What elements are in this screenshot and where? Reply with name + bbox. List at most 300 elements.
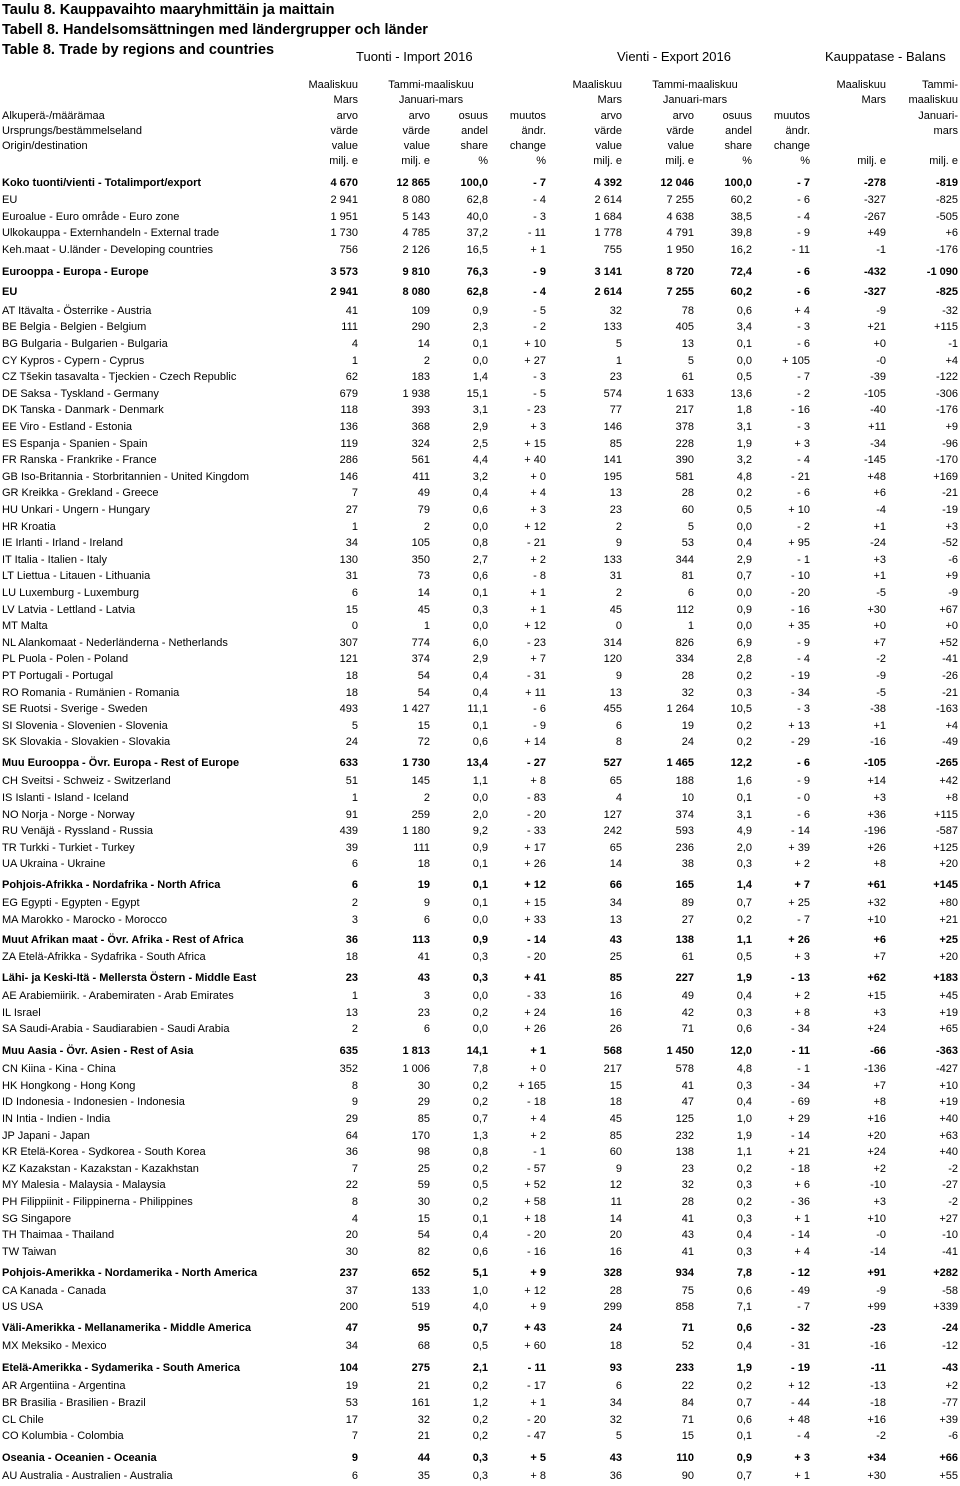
table-cell: 41 xyxy=(681,1246,694,1258)
table-cell: +3 xyxy=(873,1007,886,1019)
table-cell: + 8 xyxy=(794,1007,810,1019)
table-cell: 1 951 xyxy=(330,211,358,223)
table-row xyxy=(0,537,960,553)
table-cell: 7,1 xyxy=(736,1301,752,1313)
header-column-caption: mars xyxy=(933,125,958,137)
table-cell: 41 xyxy=(345,305,358,317)
table-cell: 2,5 xyxy=(472,438,488,450)
table-cell: 1 xyxy=(351,355,358,367)
table-cell: 5 143 xyxy=(402,211,430,223)
table-cell: 71 xyxy=(681,1414,694,1426)
table-cell: 170 xyxy=(411,1130,430,1142)
table-cell: +24 xyxy=(867,1023,886,1035)
table-cell: -1 090 xyxy=(926,266,958,278)
header-column-caption: andel xyxy=(725,125,752,137)
table-cell: 6 xyxy=(351,587,358,599)
table-cell: 0,6 xyxy=(472,570,488,582)
table-cell: +183 xyxy=(933,972,958,984)
header-column-caption: arvo xyxy=(408,110,430,122)
table-cell: 8 080 xyxy=(402,286,430,298)
row-label: SE Ruotsi - Sverige - Sweden xyxy=(2,703,148,715)
header-column-caption: change xyxy=(509,140,546,152)
table-cell: -122 xyxy=(935,371,958,383)
table-row xyxy=(0,990,960,1006)
table-cell: 1,9 xyxy=(736,972,752,984)
table-cell: 1 465 xyxy=(666,757,694,769)
table-cell: - 4 xyxy=(797,211,810,223)
table-cell: + 1 xyxy=(530,244,546,256)
table-cell: 39 xyxy=(345,842,358,854)
table-cell: 0,2 xyxy=(736,736,752,748)
table-cell: -58 xyxy=(942,1285,958,1297)
table-cell: 18 xyxy=(345,951,358,963)
row-label: DK Tanska - Danmark - Denmark xyxy=(2,404,164,416)
table-cell: + 40 xyxy=(524,454,546,466)
table-cell: - 4 xyxy=(797,1430,810,1442)
table-cell: + 15 xyxy=(524,897,546,909)
table-cell: 0,3 xyxy=(472,1470,488,1482)
table-cell: 10 xyxy=(681,792,694,804)
table-cell: 561 xyxy=(411,454,430,466)
table-cell: - 4 xyxy=(533,286,546,298)
table-cell: -825 xyxy=(935,194,958,206)
table-cell: 0,1 xyxy=(472,587,488,599)
table-cell: 112 xyxy=(676,604,694,616)
table-cell: - 9 xyxy=(797,227,810,239)
table-cell: -196 xyxy=(863,825,886,837)
header-column-caption: värde xyxy=(402,125,430,137)
table-cell: 0,4 xyxy=(472,1229,488,1241)
table-cell: 0,2 xyxy=(472,1430,488,1442)
table-cell: +19 xyxy=(939,1096,958,1108)
table-cell: + 26 xyxy=(524,1023,546,1035)
table-cell: -363 xyxy=(935,1045,958,1057)
table-cell: 13,4 xyxy=(466,757,488,769)
row-label: Väli-Amerikka - Mellanamerika - Middle America xyxy=(2,1322,252,1334)
table-cell: +42 xyxy=(939,775,958,787)
row-label: CL Chile xyxy=(2,1414,44,1426)
table-cell: 26 xyxy=(609,1023,622,1035)
table-cell: 378 xyxy=(675,421,694,433)
table-cell: - 33 xyxy=(527,825,546,837)
table-cell: +48 xyxy=(867,471,886,483)
table-cell: 328 xyxy=(603,1267,622,1279)
table-cell: - 3 xyxy=(797,421,810,433)
table-cell: 0,0 xyxy=(472,355,488,367)
table-cell: 411 xyxy=(412,471,430,483)
table-cell: 493 xyxy=(339,703,358,715)
table-cell: 72 xyxy=(417,736,430,748)
table-cell: + 105 xyxy=(782,355,810,367)
row-label: Pohjois-Amerikka - Nordamerika - North America xyxy=(2,1267,258,1279)
table-cell: 1,1 xyxy=(736,1146,752,1158)
table-cell: 0 xyxy=(351,620,358,632)
table-cell: 9,2 xyxy=(472,825,488,837)
header-unit: milj. e xyxy=(593,155,622,167)
table-cell: 2,0 xyxy=(472,809,488,821)
table-cell: +8 xyxy=(945,792,958,804)
table-cell: 0,3 xyxy=(736,1007,752,1019)
table-cell: - 3 xyxy=(797,703,810,715)
table-cell: - 6 xyxy=(797,487,810,499)
table-cell: 232 xyxy=(675,1130,694,1142)
table-row-group xyxy=(0,1362,960,1378)
table-cell: 1,1 xyxy=(472,775,488,787)
header-column-caption: share xyxy=(724,140,752,152)
header-month-label: Maaliskuu xyxy=(308,79,358,91)
table-cell: +55 xyxy=(939,1470,958,1482)
table-cell: +34 xyxy=(867,1452,886,1464)
table-cell: - 17 xyxy=(527,1380,546,1392)
row-label: BE Belgia - Belgien - Belgium xyxy=(2,321,147,333)
table-cell: 62,8 xyxy=(466,194,488,206)
table-cell: 71 xyxy=(681,1322,694,1334)
table-cell: 0,0 xyxy=(472,914,488,926)
table-cell: + 52 xyxy=(524,1179,546,1191)
table-cell: 0,1 xyxy=(736,338,752,350)
table-cell: +9 xyxy=(945,570,958,582)
table-cell: 2 614 xyxy=(594,194,622,206)
table-cell: 37 xyxy=(345,1285,358,1297)
table-cell: + 33 xyxy=(524,914,546,926)
header-column-caption: andel xyxy=(461,125,488,137)
table-row xyxy=(0,587,960,603)
table-cell: 133 xyxy=(411,1285,430,1297)
table-cell: 2 xyxy=(615,521,622,533)
table-row xyxy=(0,1130,960,1146)
table-cell: -14 xyxy=(870,1246,886,1258)
table-cell: 20 xyxy=(609,1229,622,1241)
table-cell: 40,0 xyxy=(466,211,488,223)
table-row xyxy=(0,438,960,454)
table-cell: - 9 xyxy=(797,637,810,649)
table-cell: -2 xyxy=(876,1430,886,1442)
table-cell: 6,0 xyxy=(472,637,488,649)
table-cell: 84 xyxy=(681,1397,694,1409)
table-cell: 755 xyxy=(603,244,622,256)
table-cell: 0,6 xyxy=(736,1285,752,1297)
table-cell: 7,8 xyxy=(736,1267,752,1279)
table-cell: - 23 xyxy=(527,637,546,649)
table-cell: + 25 xyxy=(788,897,810,909)
table-cell: - 20 xyxy=(791,587,810,599)
table-cell: - 27 xyxy=(527,757,546,769)
table-cell: - 5 xyxy=(533,388,546,400)
table-cell: -5 xyxy=(876,587,886,599)
table-cell: 3 xyxy=(423,990,430,1002)
table-cell: -96 xyxy=(942,438,958,450)
table-cell: + 12 xyxy=(524,1285,546,1297)
table-cell: + 29 xyxy=(788,1113,810,1125)
table-cell: - 8 xyxy=(533,570,546,582)
table-row xyxy=(0,1397,960,1413)
table-cell: 0,0 xyxy=(736,521,752,533)
table-cell: 1 xyxy=(423,620,430,632)
table-cell: 15 xyxy=(681,1430,694,1442)
table-cell: -0 xyxy=(876,1229,886,1241)
table-row xyxy=(0,604,960,620)
table-cell: -9 xyxy=(876,305,886,317)
table-cell: +3 xyxy=(873,1196,886,1208)
table-cell: + 3 xyxy=(794,951,810,963)
table-cell: - 18 xyxy=(791,1163,810,1175)
row-label: LT Liettua - Litauen - Lithuania xyxy=(2,570,151,582)
row-label: TW Taiwan xyxy=(2,1246,57,1258)
table-row xyxy=(0,951,960,967)
table-cell: +7 xyxy=(873,637,886,649)
table-cell: 19 xyxy=(681,720,694,732)
table-cell: 22 xyxy=(345,1179,358,1191)
table-cell: 37,2 xyxy=(466,227,488,239)
table-cell: - 6 xyxy=(797,266,810,278)
table-cell: 3,1 xyxy=(736,809,752,821)
table-cell: 3,1 xyxy=(472,404,488,416)
table-cell: -10 xyxy=(870,1179,886,1191)
table-cell: 39,8 xyxy=(730,227,752,239)
table-cell: + 13 xyxy=(788,720,810,732)
row-label: Pohjois-Afrikka - Nordafrika - North Africa xyxy=(2,879,221,891)
row-label: SA Saudi-Arabia - Saudiarabien - Saudi Arabia xyxy=(2,1023,230,1035)
table-cell: -2 xyxy=(948,1163,958,1175)
table-cell: 0,1 xyxy=(472,897,488,909)
table-cell: -1 xyxy=(948,338,958,350)
table-cell: -278 xyxy=(863,177,886,189)
header-column-caption: value xyxy=(403,140,430,152)
table-cell: 12,2 xyxy=(730,757,752,769)
table-cell: 4 670 xyxy=(330,177,358,189)
table-cell: 2 xyxy=(351,897,358,909)
table-cell: 0,1 xyxy=(472,720,488,732)
table-cell: 16,2 xyxy=(730,244,752,256)
table-cell: 2 xyxy=(423,355,430,367)
table-cell: 43 xyxy=(417,972,430,984)
table-cell: 127 xyxy=(603,809,622,821)
table-row xyxy=(0,1340,960,1356)
table-row xyxy=(0,1113,960,1129)
table-cell: - 12 xyxy=(791,1267,810,1279)
table-cell: 0,4 xyxy=(472,487,488,499)
table-cell: 18 xyxy=(609,1096,622,1108)
header-origin-en: Origin/destination xyxy=(2,140,88,152)
table-cell: -327 xyxy=(863,194,886,206)
table-cell: - 32 xyxy=(791,1322,810,1334)
table-cell: 110 xyxy=(676,1452,694,1464)
table-cell: 13,6 xyxy=(730,388,752,400)
table-cell: -145 xyxy=(863,454,886,466)
table-cell: 38,5 xyxy=(730,211,752,223)
header-column-caption: ändr. xyxy=(521,125,546,137)
table-cell: 0,8 xyxy=(472,1146,488,1158)
table-row xyxy=(0,653,960,669)
table-cell: 0,4 xyxy=(736,1229,752,1241)
table-cell: +1 xyxy=(873,720,886,732)
row-label: AR Argentiina - Argentina xyxy=(2,1380,126,1392)
table-cell: 100,0 xyxy=(724,177,752,189)
table-cell: 145 xyxy=(411,775,430,787)
table-cell: 125 xyxy=(675,1113,694,1125)
table-cell: 15 xyxy=(609,1080,622,1092)
table-cell: 0,1 xyxy=(736,1430,752,1442)
table-cell: 20 xyxy=(345,1229,358,1241)
table-cell: -10 xyxy=(942,1229,958,1241)
table-cell: 130 xyxy=(339,554,358,566)
table-row-group xyxy=(0,972,960,988)
table-cell: +39 xyxy=(939,1414,958,1426)
row-label: HR Kroatia xyxy=(2,521,56,533)
table-cell: 47 xyxy=(681,1096,694,1108)
table-cell: +7 xyxy=(873,951,886,963)
table-cell: - 5 xyxy=(533,305,546,317)
table-cell: 45 xyxy=(609,1113,622,1125)
table-cell: 0,4 xyxy=(736,990,752,1002)
row-label: DE Saksa - Tyskland - Germany xyxy=(2,388,159,400)
table-cell: +11 xyxy=(868,421,886,433)
table-cell: 2 xyxy=(615,587,622,599)
table-cell: +1 xyxy=(873,521,886,533)
table-cell: 2,8 xyxy=(736,653,752,665)
table-cell: - 11 xyxy=(527,227,546,239)
table-cell: 32 xyxy=(609,1414,622,1426)
table-cell: 236 xyxy=(675,842,694,854)
table-cell: 0,2 xyxy=(736,914,752,926)
table-cell: 1 730 xyxy=(402,757,430,769)
table-cell: 188 xyxy=(675,775,694,787)
table-cell: 0,2 xyxy=(472,1196,488,1208)
table-cell: 227 xyxy=(675,972,694,984)
table-cell: + 5 xyxy=(530,1452,546,1464)
table-cell: - 4 xyxy=(797,454,810,466)
row-label: TH Thaimaa - Thailand xyxy=(2,1229,115,1241)
table-cell: -38 xyxy=(870,703,886,715)
table-cell: - 14 xyxy=(791,1229,810,1241)
table-cell: 111 xyxy=(341,321,358,333)
table-cell: 0,2 xyxy=(472,1080,488,1092)
table-cell: +169 xyxy=(933,471,958,483)
table-cell: 0,1 xyxy=(472,1213,488,1225)
table-cell: 14 xyxy=(609,1213,622,1225)
table-cell: 0,2 xyxy=(472,1380,488,1392)
table-row-group xyxy=(0,266,960,282)
table-cell: 60 xyxy=(609,1146,622,1158)
table-cell: 217 xyxy=(675,404,694,416)
table-cell: 1 006 xyxy=(402,1063,430,1075)
table-row xyxy=(0,637,960,653)
table-cell: 2 xyxy=(351,1023,358,1035)
table-cell: +40 xyxy=(939,1113,958,1125)
table-cell: 455 xyxy=(603,703,622,715)
table-cell: 28 xyxy=(681,487,694,499)
table-cell: - 47 xyxy=(527,1430,546,1442)
table-cell: 2 941 xyxy=(330,194,358,206)
table-cell: 0,5 xyxy=(736,371,752,383)
table-cell: 1 xyxy=(351,792,358,804)
table-cell: -13 xyxy=(870,1380,886,1392)
table-cell: +3 xyxy=(945,521,958,533)
table-cell: -4 xyxy=(876,504,886,516)
row-label: IE Irlanti - Irland - Ireland xyxy=(2,537,124,549)
table-cell: 0,2 xyxy=(736,720,752,732)
table-cell: - 6 xyxy=(797,757,810,769)
row-label: MX Meksiko - Mexico xyxy=(2,1340,107,1352)
table-cell: 14 xyxy=(417,587,430,599)
header-column-caption: muutos xyxy=(773,110,810,122)
table-cell: 0,3 xyxy=(736,1179,752,1191)
table-cell: 756 xyxy=(339,244,358,256)
table-cell: 1,4 xyxy=(736,879,752,891)
table-cell: 109 xyxy=(411,305,430,317)
row-label: CY Kypros - Cypern - Cyprus xyxy=(2,355,145,367)
header-unit: % xyxy=(742,155,752,167)
table-cell: 4,9 xyxy=(736,825,752,837)
table-cell: - 36 xyxy=(791,1196,810,1208)
table-cell: -23 xyxy=(870,1322,886,1334)
table-cell: 0,5 xyxy=(736,951,752,963)
table-cell: 31 xyxy=(345,570,358,582)
table-cell: +282 xyxy=(933,1267,958,1279)
table-cell: 1 778 xyxy=(594,227,622,239)
table-row xyxy=(0,703,960,719)
header-month-label-sv: Mars xyxy=(333,94,358,106)
table-cell: 0,6 xyxy=(472,1246,488,1258)
header-unit: milj. e xyxy=(929,155,958,167)
table-cell: 60,2 xyxy=(730,286,752,298)
table-cell: -27 xyxy=(942,1179,958,1191)
table-cell: 32 xyxy=(681,687,694,699)
table-cell: 934 xyxy=(675,1267,694,1279)
table-cell: 0,6 xyxy=(472,736,488,748)
table-cell: + 10 xyxy=(788,504,810,516)
table-cell: 18 xyxy=(345,687,358,699)
table-cell: +14 xyxy=(867,775,886,787)
table-cell: +52 xyxy=(939,637,958,649)
table-cell: - 4 xyxy=(797,653,810,665)
table-cell: 568 xyxy=(603,1045,622,1057)
table-cell: 2,1 xyxy=(472,1362,488,1374)
table-cell: 0,1 xyxy=(736,792,752,804)
table-row xyxy=(0,244,960,260)
table-cell: -26 xyxy=(942,670,958,682)
table-cell: 314 xyxy=(603,637,622,649)
table-row xyxy=(0,1430,960,1446)
table-cell: 141 xyxy=(603,454,622,466)
table-cell: 0,2 xyxy=(736,1196,752,1208)
table-cell: +8 xyxy=(873,1096,886,1108)
row-label: FR Ranska - Frankrike - France xyxy=(2,454,157,466)
table-cell: +10 xyxy=(939,1080,958,1092)
table-cell: 13 xyxy=(609,687,622,699)
table-cell: 138 xyxy=(675,934,694,946)
header-month-label: Tammi-maaliskuu xyxy=(388,79,474,91)
table-cell: - 3 xyxy=(533,211,546,223)
row-label: AE Arabiemiirik. - Arabemiraten - Arab Emirates xyxy=(2,990,234,1002)
table-cell: 81 xyxy=(681,570,694,582)
table-cell: - 14 xyxy=(527,934,546,946)
table-cell: 0,7 xyxy=(736,570,752,582)
table-cell: 6,9 xyxy=(736,637,752,649)
table-cell: + 27 xyxy=(524,355,546,367)
table-cell: - 1 xyxy=(797,1063,810,1075)
title-sv: Tabell 8. Handelsomsättningen med ländergrupper och länder xyxy=(2,22,428,38)
table-cell: 1 xyxy=(615,355,622,367)
table-cell: 29 xyxy=(417,1096,430,1108)
table-cell: +339 xyxy=(933,1301,958,1313)
row-label: CH Sveitsi - Schweiz - Switzerland xyxy=(2,775,171,787)
table-cell: + 12 xyxy=(524,620,546,632)
table-cell: 344 xyxy=(675,554,694,566)
table-cell: 858 xyxy=(675,1301,694,1313)
table-cell: 3 xyxy=(351,914,358,926)
header-month-label-sv: Mars xyxy=(861,94,886,106)
